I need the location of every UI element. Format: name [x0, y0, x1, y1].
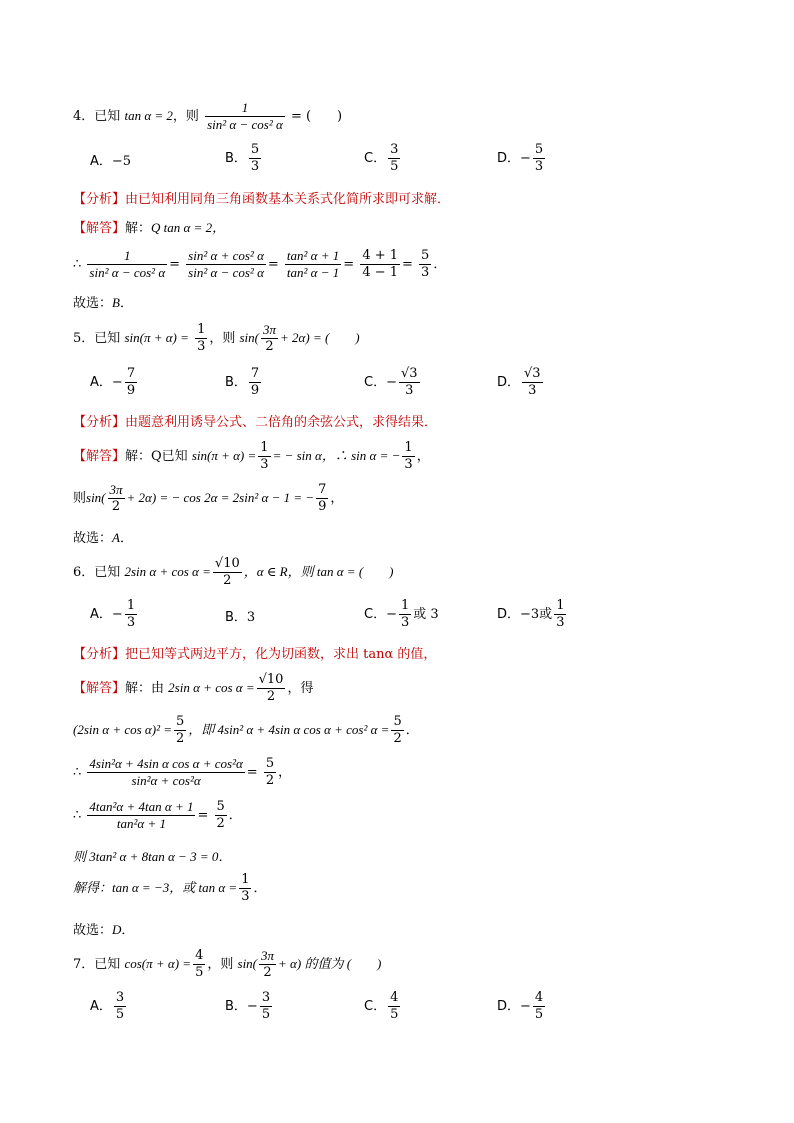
answer-line-2: 则sin( $\frac{3\pi}{2}$ + 2α) = − cos 2α = 2sin² α − 1 = − $\frac{7}{9}$ ，	[73, 482, 344, 514]
question-7-stem: 7．已知 cos(π + α) = $\frac{4}{5}$ ，则 sin( $\frac{3\pi}{2}$ + α) 的值为 ( )	[73, 948, 382, 980]
final-choice: 故选：A．	[73, 530, 133, 546]
answer-line-1: 【解答】解：由 2sin α + cos α = $\frac{√10}{2}$ ，得	[73, 672, 314, 704]
option-a[interactable]: A．− $\frac{1}{3}$	[90, 598, 136, 630]
answer-header: 【解答】解：Q tan α = 2，	[73, 220, 226, 236]
option-c[interactable]: C． $\frac{4}{5}$	[364, 990, 399, 1022]
analysis: 【分析】由题意利用诱导公式、二倍角的余弦公式，求得结果．	[73, 415, 438, 430]
option-d[interactable]: D．− $\frac{4}{5}$	[497, 990, 544, 1022]
question-number: 4	[73, 109, 82, 124]
option-b[interactable]: B． $\frac{5}{3}$	[225, 142, 260, 174]
final-choice: 故选：B．	[73, 295, 133, 311]
question-5-stem: 5．已知 sin(π + α) = $\frac{1}{3}$ ，则 sin( $\frac{3\pi}{2}$ + 2α) = ( )	[73, 322, 360, 354]
fraction: $\frac{1}{\text{sin² α − cos² α}}$	[207, 100, 283, 132]
answer-line-6: 解得：tan α = −3，或 tan α = $\frac{1}{3}$ ．	[73, 872, 267, 904]
final-choice: 故选：D．	[73, 922, 135, 938]
given-expression: tan α = 2	[124, 108, 173, 123]
answer-line-3: ∴ $\frac{\text{4sin²α + 4sin α cos α + cos²α}}{\text{sin²α + cos²α}}$ = $\frac{5}{2}$ ，	[73, 756, 292, 788]
option-a[interactable]: A．−5	[90, 154, 132, 169]
answer-line-1: 【解答】解：Q已知 sin(π + α) = $\frac{1}{3}$ = − sin α，∴ sin α = − $\frac{1}{3}$ ，	[73, 440, 430, 472]
option-c[interactable]: C．− $\frac{√3}{3}$	[364, 366, 418, 398]
option-d[interactable]: D．−3或 $\frac{1}{3}$	[497, 598, 565, 630]
question-4-stem	[73, 100, 342, 133]
analysis: 【分析】由已知利用同角三角函数基本关系式化简所求即可求解．	[73, 192, 451, 207]
stem-text: = ( )	[290, 109, 343, 124]
option-d[interactable]: D．− $\frac{5}{3}$	[497, 142, 544, 174]
answer-line-4: ∴ $\frac{\text{4tan²α + 4tan α + 1}}{\text{tan²α + 1}}$ = $\frac{5}{2}$ ．	[73, 799, 242, 831]
stem-text: 已知	[94, 109, 121, 124]
option-a[interactable]: A． $\frac{3}{5}$	[90, 990, 125, 1022]
option-d[interactable]: D． $\frac{√3}{3}$	[497, 366, 541, 398]
option-b[interactable]: B．− $\frac{3}{5}$	[225, 990, 271, 1022]
option-c[interactable]: C． $\frac{3}{5}$	[364, 142, 399, 174]
stem-text: ，则	[172, 109, 199, 124]
option-b[interactable]: B．3	[225, 610, 256, 625]
option-a[interactable]: A．− $\frac{7}{9}$	[90, 366, 136, 398]
option-b[interactable]: B． $\frac{7}{9}$	[225, 366, 260, 398]
dot: ．	[81, 109, 95, 124]
answer-line-2: (2sin α + cos α)² = $\frac{5}{2}$ ，即 4sin² α + 4sin α cos α + cos² α = $\frac{5}{2}$ ．	[73, 714, 419, 746]
option-c[interactable]: C．− $\frac{1}{3}$ 或 3	[364, 598, 439, 630]
question-6-stem: 6．已知 2sin α + cos α = $\frac{√10}{2}$ ，α ∈ R，则 tan α = ( )	[73, 556, 394, 588]
answer-derivation: ∴ $\frac{1}{\text{sin² α − cos² α}}$ = $\frac{\text{sin² α + cos² α}}{\text{sin² α − cos² α}}$ = $\frac{\text{tan² α + 1}}{\text{tan² α − 1}}$ = $\frac{4 + 1}{4 - 1}$ = $\frac{5}{3}$ ．	[73, 248, 447, 280]
answer-line-5: 则 3tan² α + 8tan α − 3 = 0．	[73, 849, 232, 864]
analysis: 【分析】把已知等式两边平方，化为切函数，求出 tanα 的值，	[73, 647, 437, 662]
